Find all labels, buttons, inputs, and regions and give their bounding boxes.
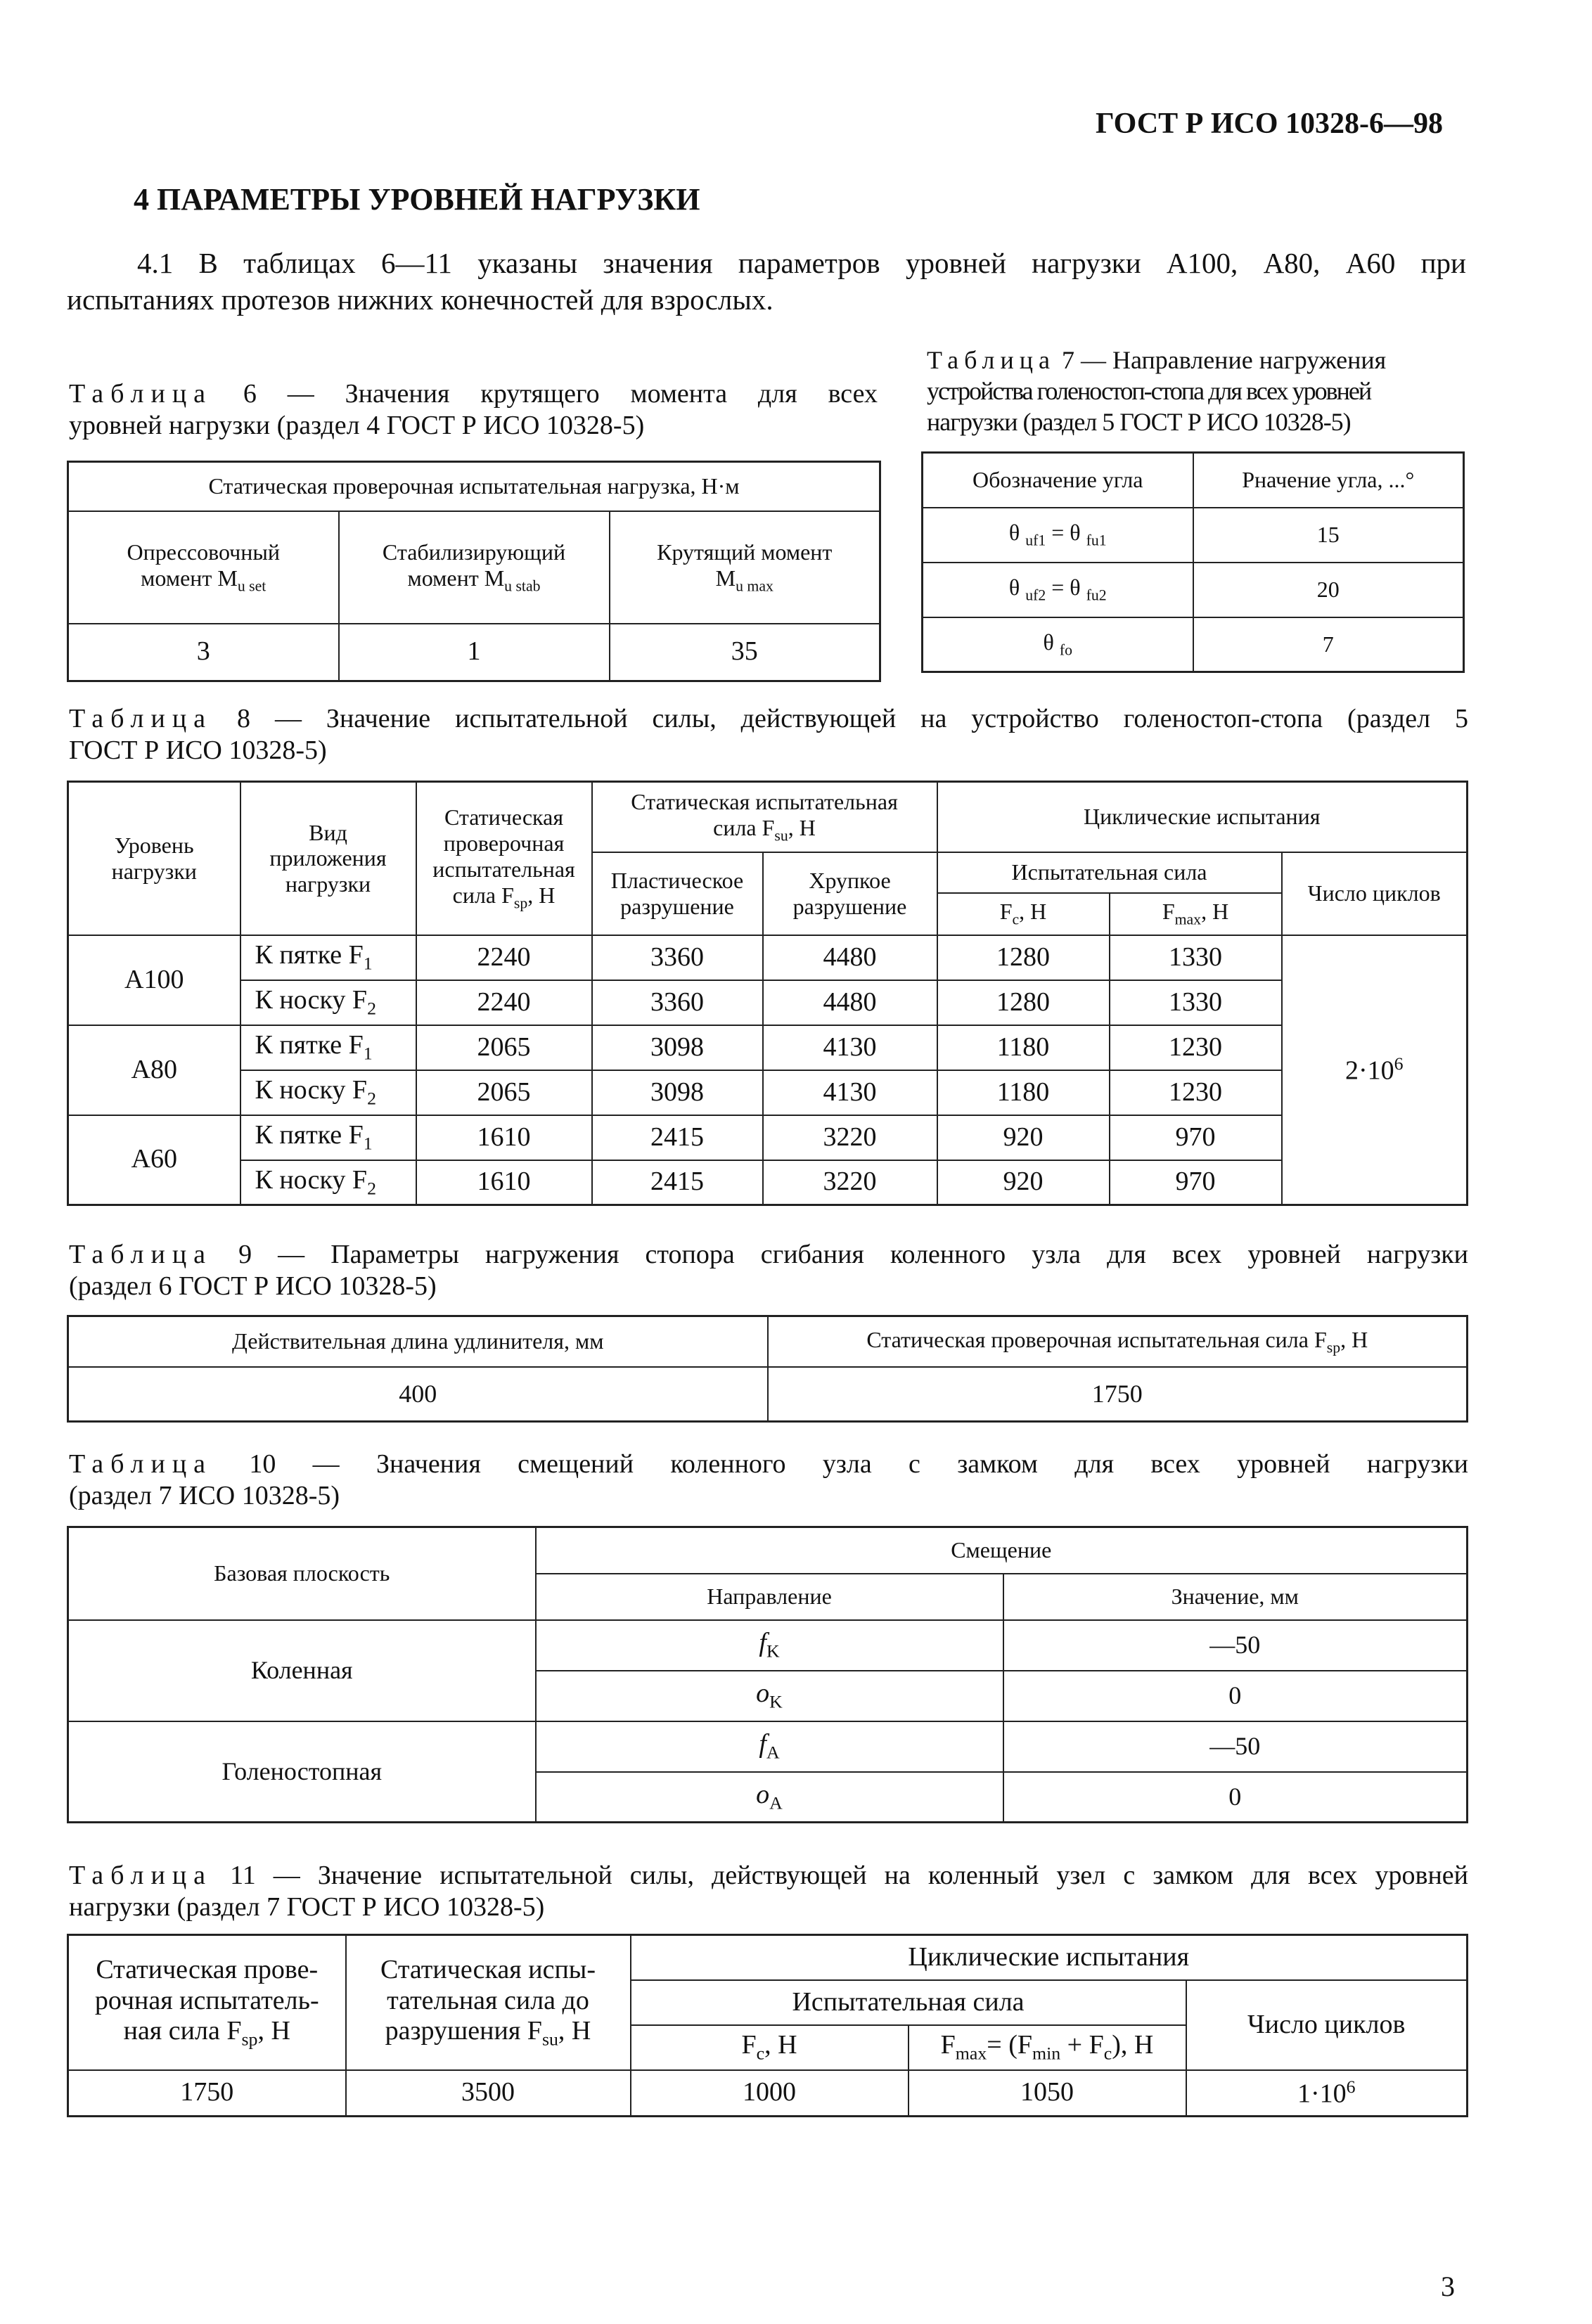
table-cell: —50 xyxy=(1003,1721,1468,1772)
table6 xyxy=(67,461,881,682)
table-cell: 1180 xyxy=(937,1025,1110,1070)
table7-angle: θ $_{fo}$ xyxy=(923,617,1193,672)
table9-col2-header: Статическая проверочная испытательная сила $F_{sp}$, Н xyxy=(768,1316,1468,1367)
table11-force-header: Испытательная сила xyxy=(631,1980,1186,2025)
table10-shift-header: Смещение xyxy=(536,1527,1468,1574)
table8-cyclic-header: Циклические испытания xyxy=(937,782,1468,852)
paragraph-line-1: 4.1 В таблицах 6—11 указаны значения параметров уровней нагрузки А100, А80, А60 при xyxy=(137,247,1466,279)
table-cell: 1280 xyxy=(937,980,1110,1025)
table11 xyxy=(67,1934,1468,2117)
table6-caption-word: Таблица xyxy=(69,379,213,409)
table9 xyxy=(67,1315,1468,1423)
table11-cycles: $1\cdot 10^6$ xyxy=(1186,2070,1468,2117)
table10-base-header: Базовая плоскость xyxy=(68,1527,536,1620)
table-cell: 0 xyxy=(1003,1671,1468,1721)
table10-direction: $o_K$ xyxy=(536,1671,1003,1721)
table-cell: 1230 xyxy=(1110,1070,1282,1115)
table-cell: 3098 xyxy=(592,1025,763,1070)
table-cell: 2415 xyxy=(592,1160,763,1205)
table-cell: 3 xyxy=(68,624,339,681)
table8-fsu-header: Статическая испытательная сила $F_{su}$, Н xyxy=(592,782,937,852)
table8-kind: К пятке $F_1$ xyxy=(240,1115,416,1160)
table-cell: 35 xyxy=(610,624,880,681)
table8-force-header: Испытательная сила xyxy=(937,852,1282,893)
table-cell: 1330 xyxy=(1110,980,1282,1025)
section-title: 4 ПАРАМЕТРЫ УРОВНЕЙ НАГРУЗКИ xyxy=(134,182,700,217)
table7-col1-header: Обозначение угла xyxy=(923,453,1193,508)
table10-direction: $f_A$ xyxy=(536,1721,1003,1772)
table7-col2-header: Рначение угла, ...° xyxy=(1193,453,1464,508)
table8-level: А100 xyxy=(68,935,240,1025)
table7-angle: θ $_{uf1}$ = θ $_{fu1}$ xyxy=(923,508,1193,563)
table11-cyclic-header: Циклические испытания xyxy=(631,1935,1468,1980)
table-cell: 2065 xyxy=(416,1070,592,1115)
table-cell: 4480 xyxy=(763,935,937,980)
table11-cycles-header: Число циклов xyxy=(1186,1980,1468,2070)
table7-angle: θ $_{uf2}$ = θ $_{fu2}$ xyxy=(923,563,1193,617)
table10 xyxy=(67,1526,1468,1823)
table8-level: А60 xyxy=(68,1115,240,1205)
table-cell: 2240 xyxy=(416,935,592,980)
table9-caption: Таблица 9 — Параметры нагружения стопора сгибания коленного узла для всех уровней нагрузки (раздел 6 ГОСТ Р ИСО 10328-5) xyxy=(69,1240,1469,1301)
table-cell: 1750 xyxy=(768,1367,1468,1422)
table7-value: 15 xyxy=(1193,508,1464,563)
table-cell: 1330 xyxy=(1110,935,1282,980)
table6-caption-line1: 6 — Значения крутящего момента для всех xyxy=(243,379,878,409)
table-cell: 3360 xyxy=(592,980,763,1025)
table-cell: 1610 xyxy=(416,1160,592,1205)
table10-direction: $f_K$ xyxy=(536,1620,1003,1671)
table7 xyxy=(921,451,1465,673)
table-cell: 1 xyxy=(339,624,610,681)
table-cell: 2065 xyxy=(416,1025,592,1070)
table-cell: —50 xyxy=(1003,1620,1468,1671)
table8-kind: К носку $F_2$ xyxy=(240,1070,416,1115)
table11-sp-header: Статическая прове- рочная испытатель- ная сила $F_{sp}$, Н xyxy=(68,1935,346,2070)
table8-level-header: Уровень нагрузки xyxy=(68,782,240,935)
table11-fmax-header: $F_{max}= (F_{min} + F_c)$, Н xyxy=(909,2025,1186,2070)
table-cell: 0 xyxy=(1003,1772,1468,1823)
table8-plastic-header: Пластическое разрушение xyxy=(592,852,763,935)
table8-static-header: Статическая проверочная испытательная сила $F_{sp}$, Н xyxy=(416,782,592,935)
table-cell: 1750 xyxy=(68,2070,346,2117)
table-cell: 1280 xyxy=(937,935,1110,980)
table-cell: 920 xyxy=(937,1160,1110,1205)
table8-kind: К пятке $F_1$ xyxy=(240,935,416,980)
table10-val-header: Значение, мм xyxy=(1003,1574,1468,1620)
table-cell: 2415 xyxy=(592,1115,763,1160)
table8-cycles-header: Число циклов xyxy=(1282,852,1468,935)
table8-kind: К носку $F_2$ xyxy=(240,980,416,1025)
table-cell: 920 xyxy=(937,1115,1110,1160)
table8-kind-header: Вид приложения нагрузки xyxy=(240,782,416,935)
table-cell: 4130 xyxy=(763,1025,937,1070)
table6-caption-line2: уровней нагрузки (раздел 4 ГОСТ Р ИСО 10328-5) xyxy=(69,411,645,440)
table-cell: 3220 xyxy=(763,1160,937,1205)
document-code: ГОСТ Р ИСО 10328-6—98 xyxy=(1095,108,1443,140)
section-paragraph xyxy=(67,245,1466,318)
table7-caption: Таблица 7 — Направление нагружения устройства голеностоп-стопа для всех уровней нагрузки (раздел 5 ГОСТ Р ИСО 10328-5) xyxy=(927,346,1387,436)
table8-level: А80 xyxy=(68,1025,240,1115)
table7-value: 7 xyxy=(1193,617,1464,672)
table11-fc-header: $F_c$, Н xyxy=(631,2025,909,2070)
table6-caption xyxy=(69,378,878,442)
table8-caption: Таблица 8 — Значение испытательной силы, действующей на устройство голеностоп-стопа (раздел 5 ГОСТ Р ИСО 10328-5) xyxy=(69,704,1469,765)
table7-value: 20 xyxy=(1193,563,1464,617)
table-cell: 1180 xyxy=(937,1070,1110,1115)
table8-kind: К носку $F_2$ xyxy=(240,1160,416,1205)
table-cell: 1000 xyxy=(631,2070,909,2117)
table8-fc-header: $F_c$, Н xyxy=(937,893,1110,935)
table9-col1-header: Действительная длина удлинителя, мм xyxy=(68,1316,768,1367)
table10-dir-header: Направление xyxy=(536,1574,1003,1620)
table8-kind: К пятке $F_1$ xyxy=(240,1025,416,1070)
table-cell: 1230 xyxy=(1110,1025,1282,1070)
paragraph-line-2: испытаниях протезов нижних конечностей для взрослых. xyxy=(67,283,773,316)
table6-col3-header: Крутящий момент $M_{u max}$ xyxy=(610,511,880,624)
table-cell: 4480 xyxy=(763,980,937,1025)
table11-caption: Таблица 11 — Значение испытательной силы, действующей на коленный узел с замком для всех уровней нагрузки (раздел 7 ГОСТ Р ИСО 10328-5) xyxy=(69,1861,1468,1922)
table8 xyxy=(67,781,1468,1206)
table-cell: 1610 xyxy=(416,1115,592,1160)
table-cell: 970 xyxy=(1110,1115,1282,1160)
table8-fmax-header: $F_{max}$, Н xyxy=(1110,893,1282,935)
table-cell: 1050 xyxy=(909,2070,1186,2117)
table8-brittle-header: Хрупкое разрушение xyxy=(763,852,937,935)
table-cell: 3360 xyxy=(592,935,763,980)
table-cell: 2240 xyxy=(416,980,592,1025)
table-cell: 970 xyxy=(1110,1160,1282,1205)
table6-col1-header: Опрессовочный момент $M_{u set}$ xyxy=(68,511,339,624)
table6-col2-header: Стабилизирующий момент $M_{u stab}$ xyxy=(339,511,610,624)
table-cell: 3500 xyxy=(346,2070,631,2117)
table8-cycles: $2\cdot 10^6$ xyxy=(1282,935,1468,1205)
table11-su-header: Статическая испы- тательная сила до разрушения $F_{su}$, Н xyxy=(346,1935,631,2070)
table6-header: Статическая проверочная испытательная нагрузка, Н·м xyxy=(68,462,880,511)
table10-ankle: Голеностопная xyxy=(68,1721,536,1823)
table-cell: 3220 xyxy=(763,1115,937,1160)
table10-knee: Коленная xyxy=(68,1620,536,1721)
table-cell: 3098 xyxy=(592,1070,763,1115)
table10-caption: Таблица 10 — Значения смещений коленного узла с замком для всех уровней нагрузки (раздел 7 ИСО 10328-5) xyxy=(69,1449,1469,1510)
page-number: 3 xyxy=(1441,2271,1455,2302)
table10-direction: $o_A$ xyxy=(536,1772,1003,1823)
table-cell: 400 xyxy=(68,1367,768,1422)
table-cell: 4130 xyxy=(763,1070,937,1115)
